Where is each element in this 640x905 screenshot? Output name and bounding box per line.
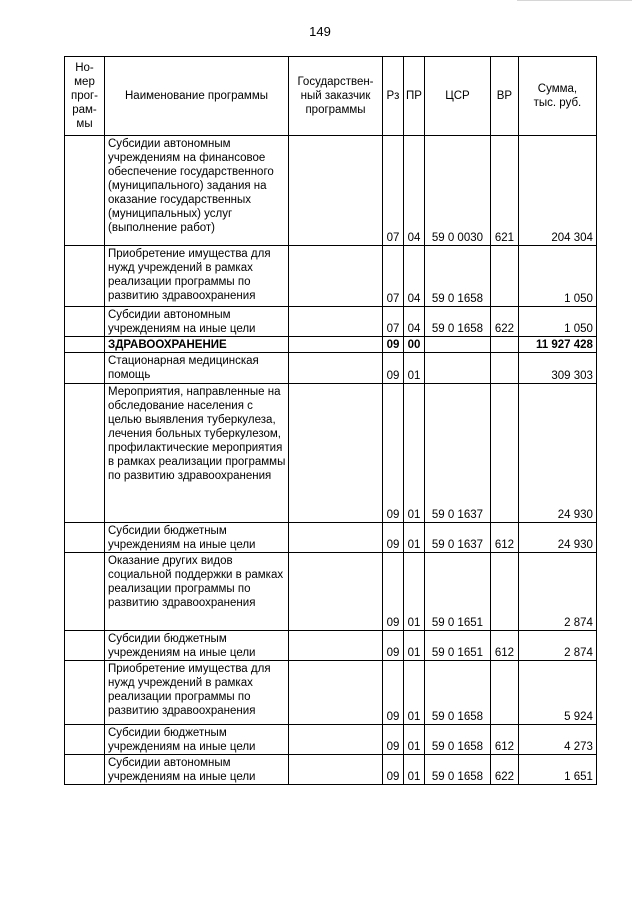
csr-cell: 59 0 1651 bbox=[424, 553, 490, 631]
program-name-cell: Субсидии бюджетным учреждениям на иные цели bbox=[105, 523, 289, 553]
csr-cell bbox=[424, 353, 490, 384]
rz-cell: 09 bbox=[383, 384, 404, 523]
vr-cell bbox=[490, 661, 518, 725]
rz-cell: 09 bbox=[383, 725, 404, 755]
program-number-cell bbox=[65, 755, 105, 785]
pr-cell: 01 bbox=[404, 553, 425, 631]
table-row bbox=[65, 553, 597, 631]
header-sum: Сумма, тыс. руб. bbox=[518, 57, 596, 136]
program-name-cell: Субсидии автономным учреждениям на иные цели bbox=[105, 307, 289, 337]
rz-cell: 09 bbox=[383, 661, 404, 725]
vr-cell bbox=[490, 353, 518, 384]
csr-cell: 59 0 1637 bbox=[424, 384, 490, 523]
sum-cell: 2 874 bbox=[518, 553, 596, 631]
pr-cell: 01 bbox=[404, 631, 425, 661]
rz-cell: 07 bbox=[383, 246, 404, 307]
csr-cell: 59 0 0030 bbox=[424, 136, 490, 246]
csr-cell: 59 0 1658 bbox=[424, 246, 490, 307]
sum-cell: 24 930 bbox=[518, 384, 596, 523]
program-number-cell bbox=[65, 307, 105, 337]
table-row bbox=[65, 353, 597, 384]
program-number-cell bbox=[65, 631, 105, 661]
header-state-customer: Государствен- ный заказчик программы bbox=[289, 57, 383, 136]
rz-cell: 07 bbox=[383, 136, 404, 246]
page-number: 149 bbox=[309, 24, 331, 39]
state-customer-cell bbox=[289, 631, 383, 661]
state-customer-cell bbox=[289, 661, 383, 725]
csr-cell: 59 0 1658 bbox=[424, 661, 490, 725]
state-customer-cell bbox=[289, 136, 383, 246]
state-customer-cell bbox=[289, 337, 383, 353]
table-row bbox=[65, 725, 597, 755]
header-vr: ВР bbox=[490, 57, 518, 136]
vr-cell bbox=[490, 246, 518, 307]
program-name-cell: Мероприятия, направленные на обследование населения с целью выявления туберкулеза, лечения больных туберкулезом, профилактические мероприятия в рамках реализации программы по развитию здравоохранения bbox=[105, 384, 289, 523]
rz-cell: 07 bbox=[383, 307, 404, 337]
program-name-cell: Субсидии автономным учреждениям на иные цели bbox=[105, 755, 289, 785]
table-row bbox=[65, 661, 597, 725]
vr-cell: 612 bbox=[490, 725, 518, 755]
scan-edge-mark bbox=[517, 0, 632, 4]
sum-cell: 1 050 bbox=[518, 246, 596, 307]
sum-cell: 309 303 bbox=[518, 353, 596, 384]
program-name-cell: Приобретение имущества для нужд учреждений в рамках реализации программы по развитию здравоохранения bbox=[105, 661, 289, 725]
header-program-number: Но- мер прог- рам- мы bbox=[65, 57, 105, 136]
vr-cell: 622 bbox=[490, 755, 518, 785]
program-name-cell: Субсидии бюджетным учреждениям на иные цели bbox=[105, 631, 289, 661]
state-customer-cell bbox=[289, 725, 383, 755]
sum-cell: 2 874 bbox=[518, 631, 596, 661]
vr-cell bbox=[490, 384, 518, 523]
program-number-cell bbox=[65, 523, 105, 553]
vr-cell bbox=[490, 337, 518, 353]
vr-cell bbox=[490, 553, 518, 631]
program-name-cell: Оказание других видов социальной поддержки в рамках реализации программы по развитию здравоохранения bbox=[105, 553, 289, 631]
rz-cell: 09 bbox=[383, 523, 404, 553]
program-name-cell: Приобретение имущества для нужд учреждений в рамках реализации программы по развитию здравоохранения bbox=[105, 246, 289, 307]
pr-cell: 04 bbox=[404, 307, 425, 337]
program-name-cell: Стационарная медицинская помощь bbox=[105, 353, 289, 384]
program-number-cell bbox=[65, 553, 105, 631]
program-number-cell bbox=[65, 136, 105, 246]
rz-cell: 09 bbox=[383, 631, 404, 661]
program-name-cell: Субсидии автономным учреждениям на финансовое обеспечение государственного (муниципального) задания на оказание государственных (муниципальных) услуг (выполнение работ) bbox=[105, 136, 289, 246]
program-number-cell bbox=[65, 384, 105, 523]
table-row bbox=[65, 246, 597, 307]
sum-cell: 5 924 bbox=[518, 661, 596, 725]
table-row bbox=[65, 307, 597, 337]
sum-cell: 1 050 bbox=[518, 307, 596, 337]
pr-cell: 01 bbox=[404, 725, 425, 755]
state-customer-cell bbox=[289, 246, 383, 307]
pr-cell: 01 bbox=[404, 384, 425, 523]
state-customer-cell bbox=[289, 553, 383, 631]
csr-cell bbox=[424, 337, 490, 353]
state-customer-cell bbox=[289, 384, 383, 523]
table-row bbox=[65, 523, 597, 553]
header-program-name: Наименование программы bbox=[105, 57, 289, 136]
rz-cell: 09 bbox=[383, 553, 404, 631]
table-row bbox=[65, 755, 597, 785]
rz-cell: 09 bbox=[383, 337, 404, 353]
program-number-cell bbox=[65, 337, 105, 353]
rz-cell: 09 bbox=[383, 755, 404, 785]
table-row bbox=[65, 384, 597, 523]
header-rz: Рз bbox=[383, 57, 404, 136]
program-number-cell bbox=[65, 661, 105, 725]
header-csr: ЦСР bbox=[424, 57, 490, 136]
sum-cell: 24 930 bbox=[518, 523, 596, 553]
vr-cell: 612 bbox=[490, 523, 518, 553]
program-name-cell: Субсидии бюджетным учреждениям на иные цели bbox=[105, 725, 289, 755]
table-row bbox=[65, 631, 597, 661]
program-name-cell: ЗДРАВООХРАНЕНИЕ bbox=[105, 337, 289, 353]
program-number-cell bbox=[65, 725, 105, 755]
pr-cell: 01 bbox=[404, 353, 425, 384]
header-pr: ПР bbox=[404, 57, 425, 136]
pr-cell: 04 bbox=[404, 136, 425, 246]
sum-cell: 204 304 bbox=[518, 136, 596, 246]
program-budget-table bbox=[64, 56, 597, 785]
program-number-cell bbox=[65, 246, 105, 307]
state-customer-cell bbox=[289, 307, 383, 337]
pr-cell: 00 bbox=[404, 337, 425, 353]
table-header-row bbox=[65, 57, 597, 136]
sum-cell: 1 651 bbox=[518, 755, 596, 785]
table-row bbox=[65, 136, 597, 246]
vr-cell: 622 bbox=[490, 307, 518, 337]
state-customer-cell bbox=[289, 755, 383, 785]
csr-cell: 59 0 1651 bbox=[424, 631, 490, 661]
pr-cell: 04 bbox=[404, 246, 425, 307]
csr-cell: 59 0 1658 bbox=[424, 755, 490, 785]
pr-cell: 01 bbox=[404, 755, 425, 785]
vr-cell: 621 bbox=[490, 136, 518, 246]
rz-cell: 09 bbox=[383, 353, 404, 384]
table-body bbox=[65, 136, 597, 785]
sum-cell: 4 273 bbox=[518, 725, 596, 755]
program-number-cell bbox=[65, 353, 105, 384]
vr-cell: 612 bbox=[490, 631, 518, 661]
csr-cell: 59 0 1658 bbox=[424, 725, 490, 755]
csr-cell: 59 0 1637 bbox=[424, 523, 490, 553]
table-row bbox=[65, 337, 597, 353]
sum-cell: 11 927 428 bbox=[518, 337, 596, 353]
pr-cell: 01 bbox=[404, 661, 425, 725]
csr-cell: 59 0 1658 bbox=[424, 307, 490, 337]
state-customer-cell bbox=[289, 353, 383, 384]
state-customer-cell bbox=[289, 523, 383, 553]
pr-cell: 01 bbox=[404, 523, 425, 553]
